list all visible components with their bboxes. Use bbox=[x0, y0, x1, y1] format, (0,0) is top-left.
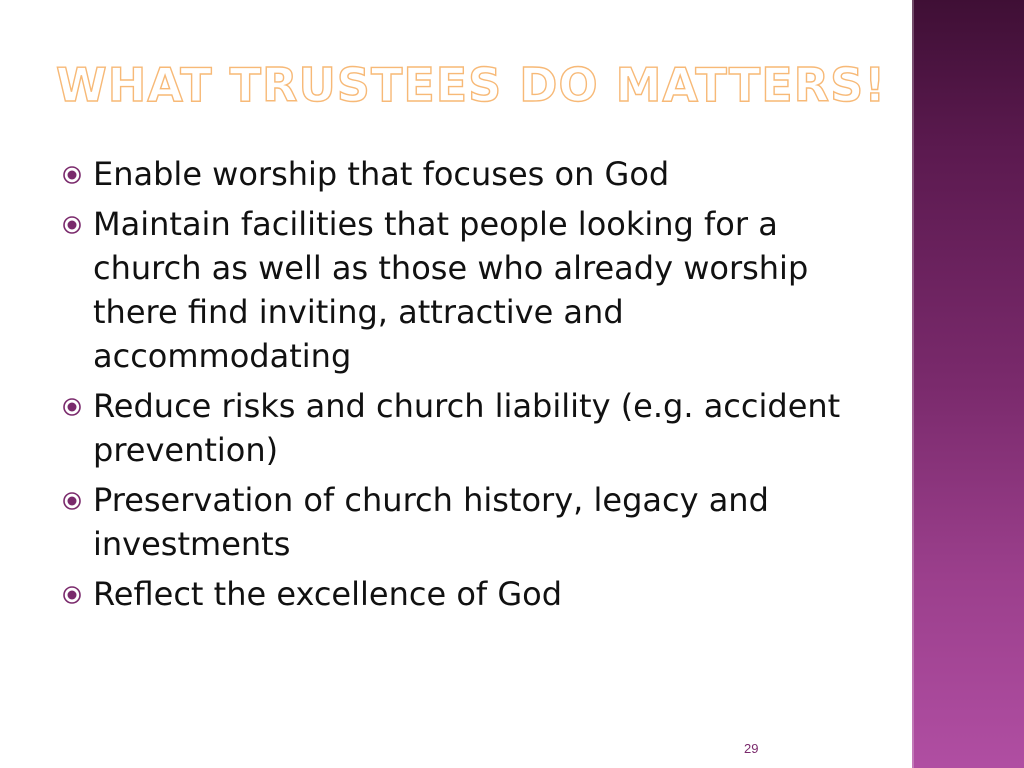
bullet-text: Preservation of church history, legacy and investments bbox=[93, 481, 769, 563]
bullet-item bbox=[62, 384, 892, 472]
radio-bullet-icon bbox=[62, 397, 82, 417]
radio-bullet-icon bbox=[62, 585, 82, 605]
slide-title: WHAT TRUSTEES DO MATTERS! bbox=[56, 58, 887, 112]
bullet-item bbox=[62, 152, 892, 196]
bullet-text: Reflect the excellence of God bbox=[93, 575, 563, 613]
bullet-text: Maintain facilities that people looking for a church as well as those who already worship there find inviting, attractive and accommodating bbox=[93, 205, 809, 375]
bullet-item bbox=[62, 478, 892, 566]
radio-bullet-icon bbox=[62, 491, 82, 511]
radio-bullet-icon bbox=[62, 165, 82, 185]
bullet-text: Enable worship that focuses on God bbox=[93, 155, 670, 193]
bullet-item bbox=[62, 572, 892, 616]
radio-bullet-icon bbox=[62, 215, 82, 235]
bullet-item bbox=[62, 202, 892, 378]
decorative-side-band bbox=[912, 0, 1024, 768]
bullet-text: Reduce risks and church liability (e.g. accident prevention) bbox=[93, 387, 841, 469]
page-number: 29 bbox=[744, 741, 759, 756]
bullet-list bbox=[62, 152, 892, 622]
